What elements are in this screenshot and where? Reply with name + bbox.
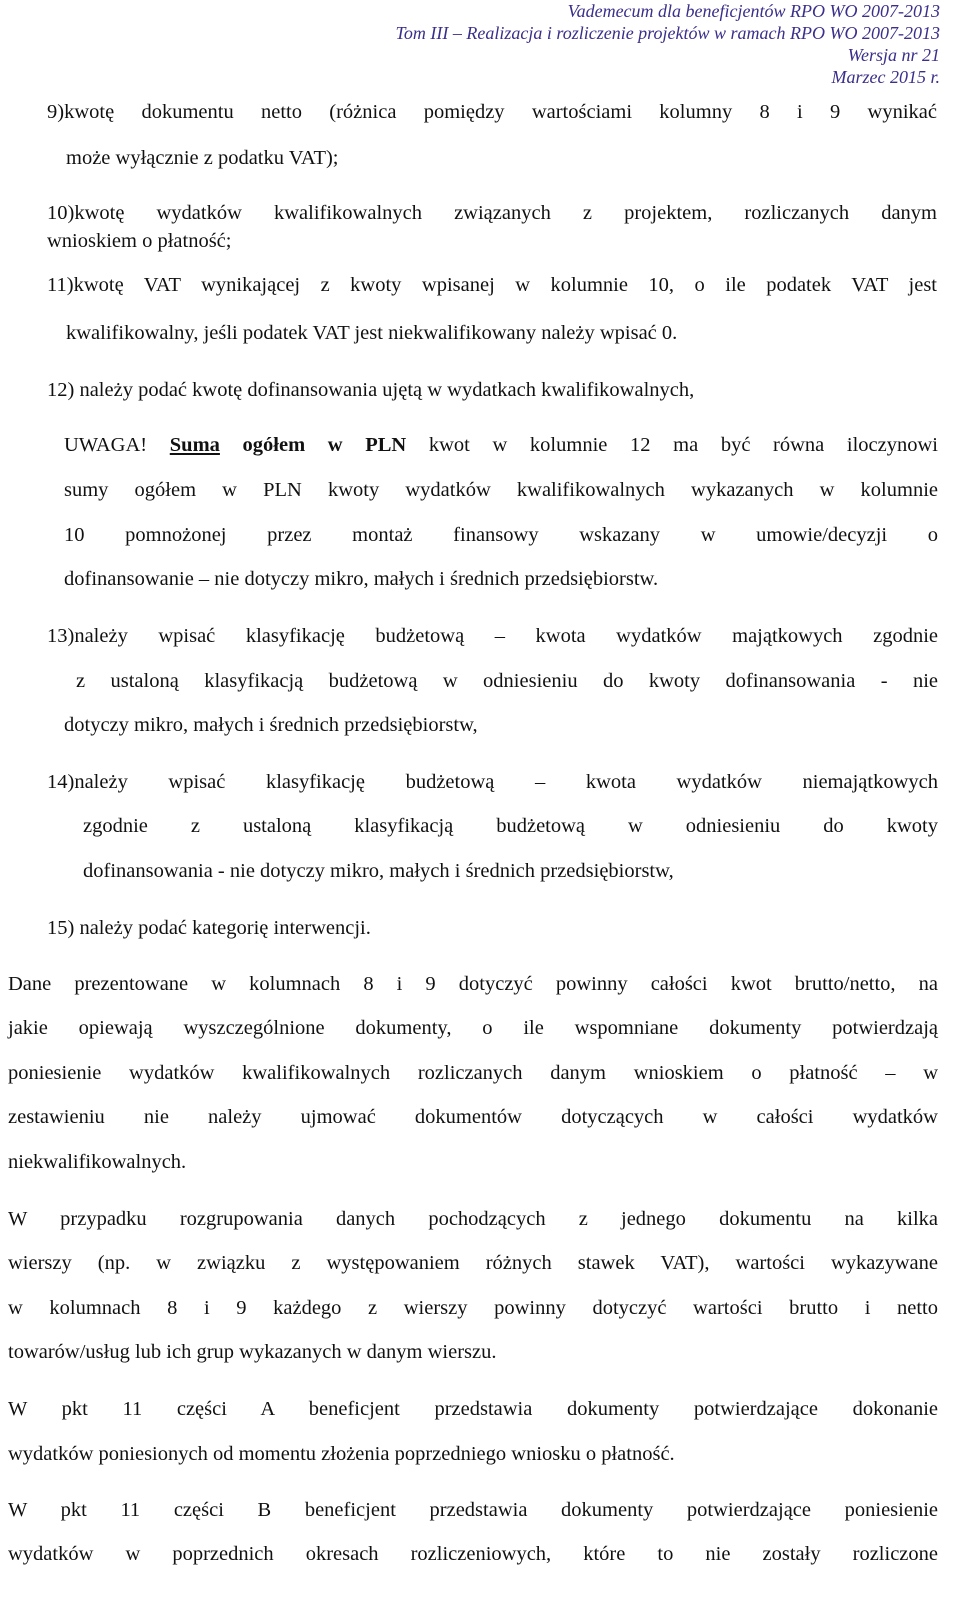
warning-text: kwot w kolumnie 12 ma być równa iloczynowi xyxy=(406,434,938,456)
para-3-line-1: W pkt 11 części A beneficjent przedstawia dokumenty potwierdzające dokonanie xyxy=(8,1398,938,1420)
para-1-line-4: zestawieniu nie należy ujmować dokumentów dotyczących w całości wydatków xyxy=(8,1106,938,1128)
para-1-line-5: niekwalifikowalnych. xyxy=(8,1151,187,1173)
item-11-line-1: 11)kwotę VAT wynikającej z kwoty wpisanej w kolumnie 10, o ile podatek VAT jest xyxy=(47,274,937,296)
para-1-line-2: jakie opiewają wyszczególnione dokumenty, o ile wspomniane dokumenty potwierdzają xyxy=(8,1017,938,1039)
running-header xyxy=(396,0,940,88)
item-10-line-1: 10)kwotę wydatków kwalifikowalnych związanych z projektem, rozliczanych danym xyxy=(47,202,937,224)
para-2-line-2: wierszy (np. w związku z występowaniem różnych stawek VAT), wartości wykazywane xyxy=(8,1252,938,1274)
item-14-line-3: dofinansowania - nie dotyczy mikro, małych i średnich przedsiębiorstw, xyxy=(83,860,674,882)
header-date: Marzec 2015 r. xyxy=(831,67,940,87)
header-doc-title: Vademecum dla beneficjentów RPO WO 2007-2013 xyxy=(567,1,940,21)
warning-line-3: 10 pomnożonej przez montaż finansowy wskazany w umowie/decyzji o xyxy=(64,524,938,546)
item-13-line-3: dotyczy mikro, małych i średnich przedsiębiorstw, xyxy=(64,714,478,736)
item-9-line-1: 9)kwotę dokumentu netto (różnica pomiędzy wartościami kolumny 8 i 9 wynikać xyxy=(47,101,937,123)
item-13-line-2: z ustaloną klasyfikacją budżetową w odniesieniu do kwoty dofinansowania - nie xyxy=(76,670,938,692)
warning-line-2: sumy ogółem w PLN kwoty wydatków kwalifikowalnych wykazanych w kolumnie xyxy=(64,479,938,501)
item-14-line-1: 14)należy wpisać klasyfikację budżetową – kwota wydatków niemajątkowych xyxy=(47,771,938,793)
para-3-line-2: wydatków poniesionych od momentu złożenia poprzedniego wniosku o płatność. xyxy=(8,1443,675,1465)
warning-label: UWAGA! xyxy=(64,434,170,456)
para-4-line-2: wydatków w poprzednich okresach rozliczeniowych, które to nie zostały rozliczone xyxy=(8,1543,938,1565)
item-11-line-2: kwalifikowalny, jeśli podatek VAT jest niekwalifikowany należy wpisać 0. xyxy=(66,322,678,344)
header-volume-title: Tom III – Realizacja i rozliczenie projektów w ramach RPO WO 2007-2013 xyxy=(395,23,940,43)
item-15: 15) należy podać kategorię interwencji. xyxy=(47,917,371,939)
para-1-line-1: Dane prezentowane w kolumnach 8 i 9 dotyczyć powinny całości kwot brutto/netto, na xyxy=(8,973,938,995)
item-12: 12) należy podać kwotę dofinansowania ujętą w wydatkach kwalifikowalnych, xyxy=(47,379,695,401)
item-10-line-2: wnioskiem o płatność; xyxy=(47,230,232,252)
warning-line-1 xyxy=(64,432,938,458)
item-9-line-2: może wyłącznie z podatku VAT); xyxy=(66,147,339,169)
para-1-line-3: poniesienie wydatków kwalifikowalnych rozliczanych danym wnioskiem o płatność – w xyxy=(8,1062,938,1084)
warning-total-pln: ogółem w PLN xyxy=(219,434,407,456)
warning-sum: Suma xyxy=(169,434,220,456)
item-14-line-2: zgodnie z ustaloną klasyfikacją budżetową w odniesieniu do kwoty xyxy=(83,815,938,837)
para-2-line-4: towarów/usług lub ich grup wykazanych w danym wierszu. xyxy=(8,1341,497,1363)
header-version: Wersja nr 21 xyxy=(847,45,940,65)
para-4-line-1: W pkt 11 części B beneficjent przedstawia dokumenty potwierdzające poniesienie xyxy=(8,1499,938,1521)
para-2-line-1: W przypadku rozgrupowania danych pochodzących z jednego dokumentu na kilka xyxy=(8,1208,938,1230)
item-13-line-1: 13)należy wpisać klasyfikację budżetową – kwota wydatków majątkowych zgodnie xyxy=(47,625,938,647)
para-2-line-3: w kolumnach 8 i 9 każdego z wierszy powinny dotyczyć wartości brutto i netto xyxy=(8,1297,938,1319)
warning-line-4: dofinansowanie – nie dotyczy mikro, małych i średnich przedsiębiorstw. xyxy=(64,568,659,590)
